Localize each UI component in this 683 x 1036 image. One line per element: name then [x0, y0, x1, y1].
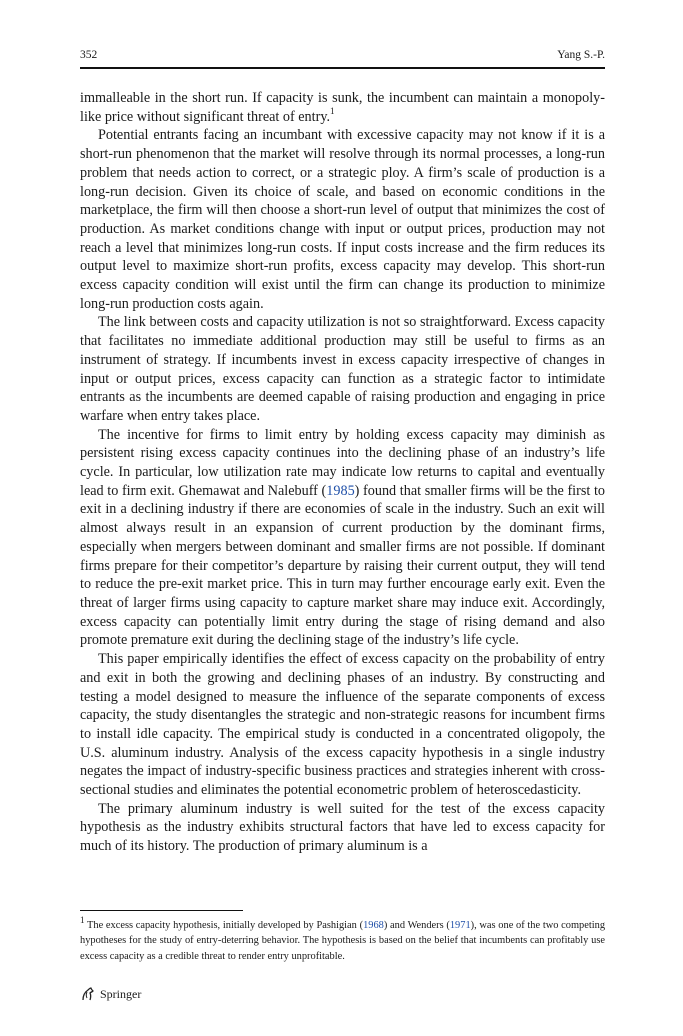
- paragraph-3: The link between costs and capacity utilization is not so straightforward. Excess capacity that facilitates no immediate additional production may still be useful to firms as an instrument of strategy. If incumbents invest in excess capacity irrespective of changes in input or output prices, excess capacity can function as a strategic factor to intimidate entrants as the incumbents are deemed capable of raising production and engaging in price warfare when entry takes place.: [80, 314, 605, 424]
- paragraph-4: The incentive for firms to limit entry by holding excess capacity may diminish as persistent rising excess capacity continues into the declining phase of an industry’s life cycle. In particular, low utilization rate may indicate low returns to capital and eventually lead to firm exit. Ghemawat and Nalebuff (1985) found that smaller firms will be the first to exit in a declining industry if there are economies of scale in the industry. Such an exit will almost always result in an expansion of current production by the dominant firms, especially when mergers between dominant and smaller firms are not possible. If dominant firms prepare for their competitor’s departure by raising their current output, they will tend to reduce the pre-exit market price. This in turn may further encourage early exit. Even the threat of larger firms using capacity to capture market share may induce exit. Accordingly, excess capacity can potentially limit entry during the stage of rising demand and also promote premature exit during the declining stage of the industry’s life cycle.: [80, 426, 605, 649]
- citation-link[interactable]: 1971: [449, 920, 471, 931]
- running-header: [80, 49, 605, 69]
- paragraph-5: This paper empirically identifies the effect of excess capacity on the probability of entry and exit in both the growing and declining phases of an industry. By constructing and testing a model designed to measure the influence of the separate components of excess capacity, the study disentangles the strategic and non-strategic reasons for incumbent firms to install idle capacity. The empirical study is conducted in a concentrated oligopoly, the U.S. aluminum industry. Analysis of the excess capacity hypothesis in a single industry negates the impact of industry-specific business practices and strategies inherent with cross-sectional studies and eliminates the potential econometric problem of heteroscedasticity.: [80, 651, 605, 799]
- paragraph-1: immalleable in the short run. If capacity is sunk, the incumbent can maintain a monopoly-like price without significant threat of entry.$^1$: [80, 90, 605, 125]
- publisher-footer: [80, 985, 141, 1003]
- header-rule: [80, 67, 605, 69]
- paragraph-2: Potential entrants facing an incumbant with excessive capacity may not know if it is a short-run phenomenon that the market will resolve through its normal processes, a long-run problem that needs action to correct, or a strategic ploy. A firm’s scale of production is a long-run decision. Given its choice of scale, and based on economic conditions in the marketplace, the firm will then choose a short-run level of output that minimizes the cost of production. As market conditions change with input or output prices, production may not reach a level that minimizes long-run costs. If input costs increase and the firm reduces its output level to maximize short-run profits, excess capacity may develop. This short-run excess capacity condition will exist until the firm can change its production to minimize long-run production costs again.: [80, 127, 605, 312]
- springer-horse-icon: [80, 986, 96, 1002]
- paragraph-6: The primary aluminum industry is well suited for the test of the excess capacity hypothesis as the industry exhibits structural factors that have led to excess capacity for much of its history. The production of primary aluminum is a: [80, 800, 605, 855]
- page-number: 352: [80, 49, 98, 61]
- citation-link[interactable]: 1968: [363, 920, 384, 931]
- citation-link[interactable]: 1985: [326, 482, 355, 499]
- body-text: [80, 89, 605, 856]
- publisher-name: Springer: [100, 986, 142, 1001]
- footnote-rule: [80, 910, 243, 911]
- footnote: $^1$ The excess capacity hypothesis, initially developed by Pashigian (1968) and Wenders (1971), was one of the two competing hypotheses for the study of entry-deterring behavior. The hypothesis is based on the belief that incumbents can profitably use excess capacity as a credible threat to render entry unprofitable.: [80, 914, 606, 962]
- running-author: Yang S.-P.: [557, 49, 605, 61]
- footnote-ref[interactable]: 1: [330, 105, 335, 116]
- footnote-number: 1: [80, 914, 85, 925]
